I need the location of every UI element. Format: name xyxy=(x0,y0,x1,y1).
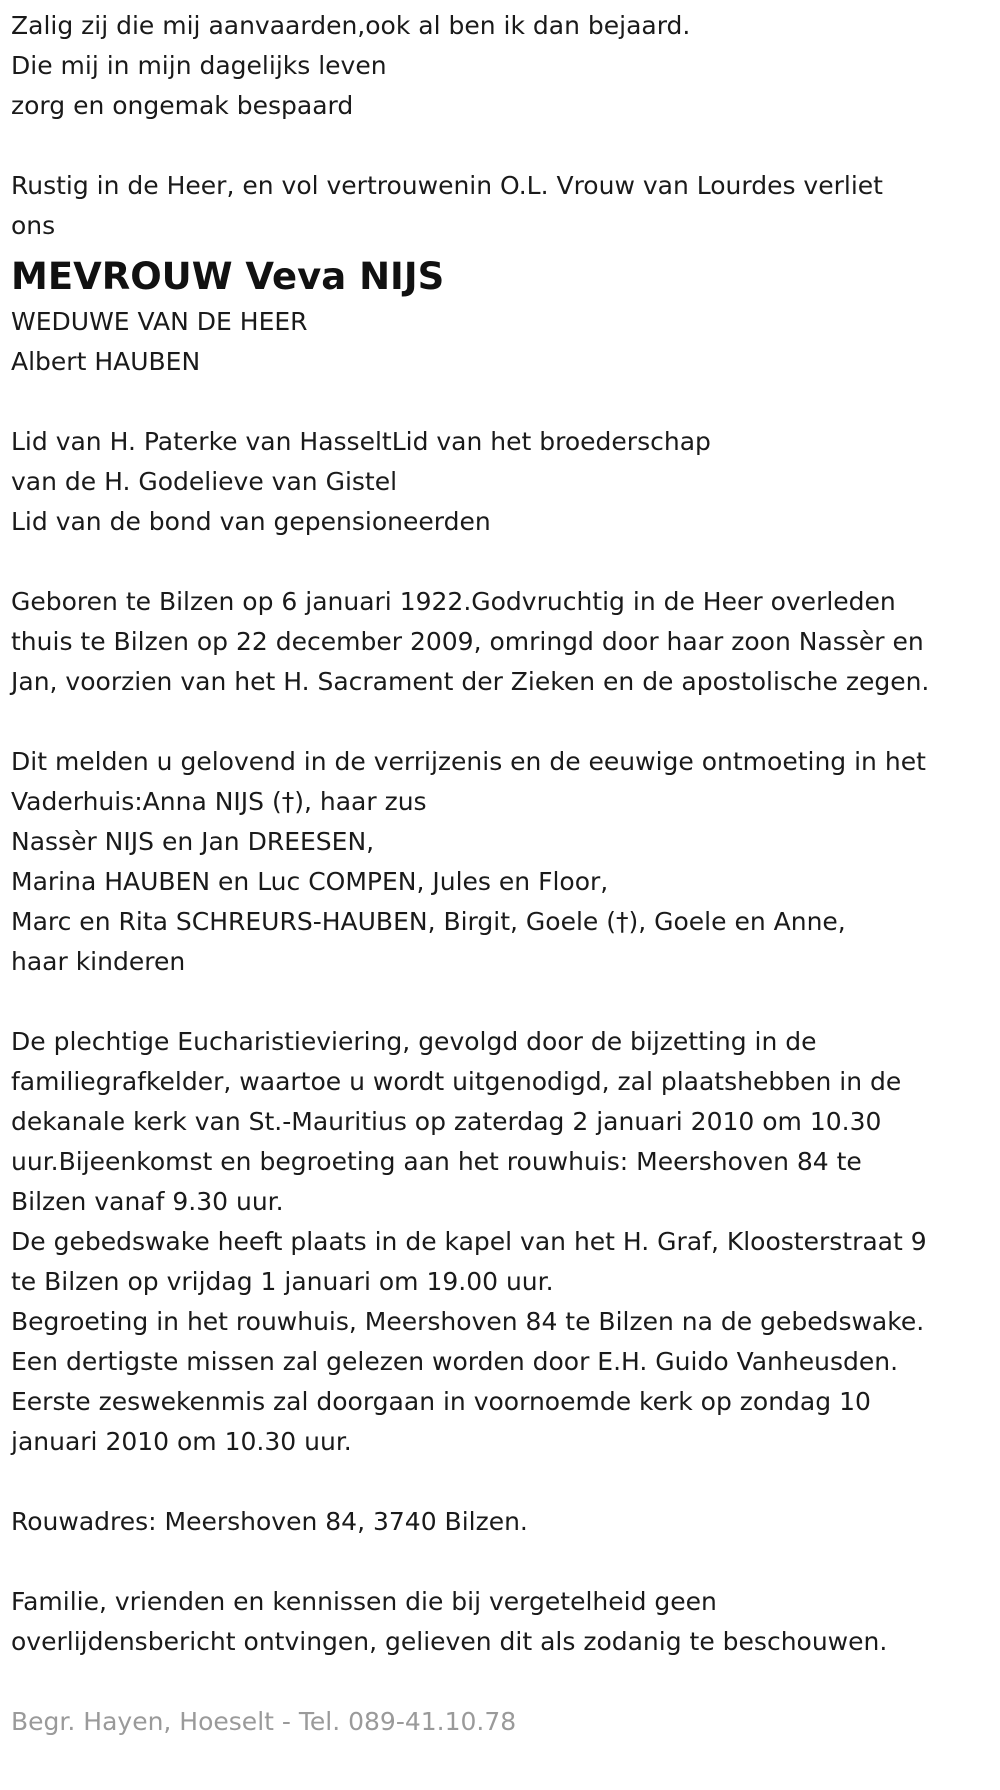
birth-death-line: thuis te Bilzen op 22 december 2009, omringd door haar zoon Nassèr en xyxy=(11,627,924,656)
ceremony-line: familiegrafkelder, waartoe u wordt uitgenodigd, zal plaatshebben in de xyxy=(11,1067,902,1096)
address-section xyxy=(11,1502,1000,1542)
spacer xyxy=(11,982,1000,1022)
spacer xyxy=(11,702,1000,742)
spacer xyxy=(11,126,1000,166)
mourning-address: Rouwadres: Meershoven 84, 3740 Bilzen. xyxy=(11,1507,528,1536)
closing-line: overlijdensbericht ontvingen, gelieven dit als zodanig te beschouwen. xyxy=(11,1627,888,1656)
memberships-section xyxy=(11,422,1000,542)
closing-section xyxy=(11,1582,1000,1662)
spouse-name: Albert HAUBEN xyxy=(11,347,201,376)
spacer xyxy=(11,542,1000,582)
poem-line: Zalig zij die mij aanvaarden,ook al ben ik dan bejaard. xyxy=(11,11,691,40)
ceremony-line: Bilzen vanaf 9.30 uur. xyxy=(11,1187,284,1216)
poem-section xyxy=(11,6,1000,126)
ceremony-section xyxy=(11,1022,1000,1462)
intro-section xyxy=(11,166,1000,246)
spacer xyxy=(11,1542,1000,1582)
deceased-name: MEVROUW Veva NIJS xyxy=(11,255,445,298)
ceremony-line: uur.Bijeenkomst en begroeting aan het rouwhuis: Meershoven 84 te xyxy=(11,1147,862,1176)
poem-line: zorg en ongemak bespaard xyxy=(11,91,354,120)
family-section xyxy=(11,742,1000,982)
intro-line: Rustig in de Heer, en vol vertrouwenin O.L. Vrouw van Lourdes verliet xyxy=(11,171,883,200)
family-line: Dit melden u gelovend in de verrijzenis en de eeuwige ontmoeting in het xyxy=(11,747,926,776)
family-line: Marina HAUBEN en Luc COMPEN, Jules en Floor, xyxy=(11,867,609,896)
family-line: Vaderhuis:Anna NIJS (†), haar zus xyxy=(11,787,427,816)
spacer xyxy=(11,382,1000,422)
family-line: Marc en Rita SCHREURS-HAUBEN, Birgit, Goele (†), Goele en Anne, xyxy=(11,907,846,936)
birth-death-line: Jan, voorzien van het H. Sacrament der Zieken en de apostolische zegen. xyxy=(11,667,930,696)
ceremony-line: januari 2010 om 10.30 uur. xyxy=(11,1427,352,1456)
birth-death-line: Geboren te Bilzen op 6 januari 1922.Godvruchtig in de Heer overleden xyxy=(11,587,896,616)
family-line: Nassèr NIJS en Jan DREESEN, xyxy=(11,827,375,856)
family-line: haar kinderen xyxy=(11,947,186,976)
ceremony-line: De plechtige Eucharistieviering, gevolgd door de bijzetting in de xyxy=(11,1027,817,1056)
ceremony-line: dekanale kerk van St.-Mauritius op zaterdag 2 januari 2010 om 10.30 xyxy=(11,1107,882,1136)
ceremony-line: te Bilzen op vrijdag 1 januari om 19.00 uur. xyxy=(11,1267,554,1296)
ceremony-line: Eerste zeswekenmis zal doorgaan in voornoemde kerk op zondag 10 xyxy=(11,1387,871,1416)
membership-line: Lid van de bond van gepensioneerden xyxy=(11,507,491,536)
spacer xyxy=(11,1662,1000,1702)
ceremony-line: De gebedswake heeft plaats in de kapel van het H. Graf, Kloosterstraat 9 xyxy=(11,1227,927,1256)
membership-line: Lid van H. Paterke van HasseltLid van het broederschap xyxy=(11,427,711,456)
widow-title: WEDUWE VAN DE HEER xyxy=(11,307,308,336)
closing-line: Familie, vrienden en kennissen die bij vergetelheid geen xyxy=(11,1587,717,1616)
membership-line: van de H. Godelieve van Gistel xyxy=(11,467,398,496)
spacer xyxy=(11,1462,1000,1502)
poem-line: Die mij in mijn dagelijks leven xyxy=(11,51,387,80)
birth-death-section xyxy=(11,582,1000,702)
ceremony-line: Een dertigste missen zal gelezen worden door E.H. Guido Vanheusden. xyxy=(11,1347,899,1376)
ceremony-line: Begroeting in het rouwhuis, Meershoven 84 te Bilzen na de gebedswake. xyxy=(11,1307,925,1336)
undertaker-footer: Begr. Hayen, Hoeselt - Tel. 089-41.10.78 xyxy=(11,1707,517,1736)
intro-line: ons xyxy=(11,211,56,240)
